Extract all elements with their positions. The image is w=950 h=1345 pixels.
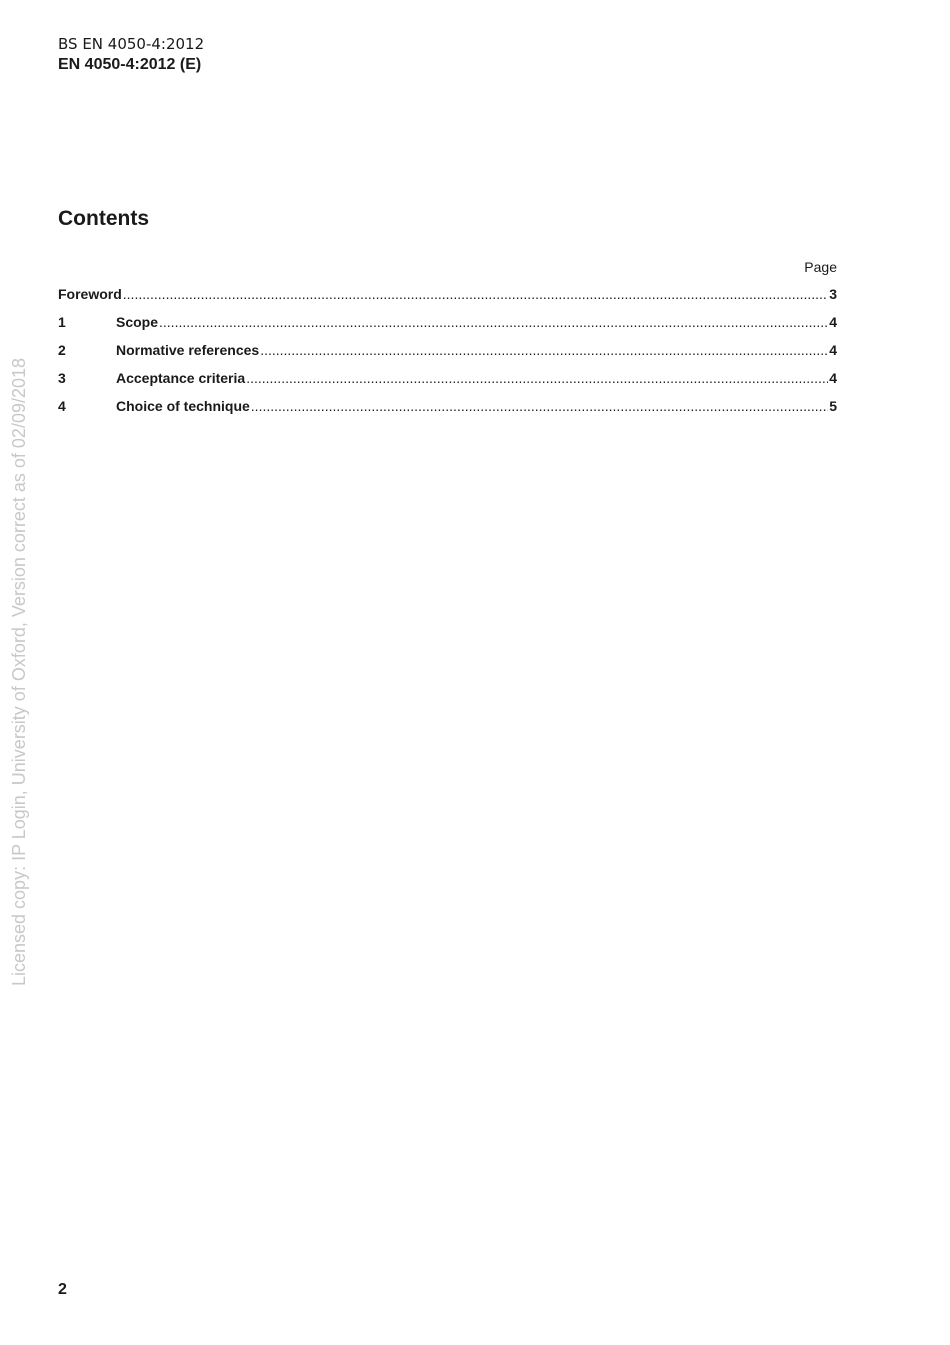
toc-entry-normative-references[interactable]: [58, 341, 837, 369]
toc-entry-number: 3: [58, 370, 66, 386]
document-id-en: EN 4050-4:2012 (E): [58, 56, 202, 73]
toc-entry-label: Choice of technique: [116, 398, 250, 414]
toc-leader-dots: [246, 369, 828, 387]
toc-entry-number: 4: [58, 398, 66, 414]
toc-entry-choice-of-technique[interactable]: [58, 397, 837, 425]
toc-entry-page: 3: [829, 286, 837, 302]
toc-entry-page: 5: [829, 398, 837, 414]
toc-entry-page: 4: [829, 314, 837, 330]
page-title: Contents: [58, 207, 149, 230]
license-watermark: Licensed copy: IP Login, University of Oxford, Version correct as of 02/09/2018: [9, 357, 29, 987]
toc-entry-label: Scope: [116, 314, 159, 330]
toc-entry-acceptance-criteria[interactable]: [58, 369, 837, 397]
toc-leader-dots: [251, 397, 828, 415]
toc-leader-dots: [159, 313, 828, 331]
toc-entry-foreword[interactable]: [58, 285, 837, 313]
toc-entry-label: Foreword: [58, 286, 122, 302]
toc-entry-label: Normative references: [116, 342, 260, 358]
page-column-label: Page: [804, 259, 837, 275]
toc-entry-label: Acceptance criteria: [116, 370, 246, 386]
toc-leader-dots: [123, 285, 828, 303]
toc-entry-page: 4: [829, 342, 837, 358]
toc-entry-number: 2: [58, 342, 66, 358]
toc-leader-dots: [260, 341, 828, 359]
toc-entry-page: 4: [829, 370, 837, 386]
table-of-contents: [58, 285, 837, 425]
page-number: 2: [58, 1281, 67, 1298]
document-id: BS EN 4050-4:2012: [58, 35, 205, 53]
toc-entry-number: 1: [58, 314, 66, 330]
toc-entry-scope[interactable]: [58, 313, 837, 341]
